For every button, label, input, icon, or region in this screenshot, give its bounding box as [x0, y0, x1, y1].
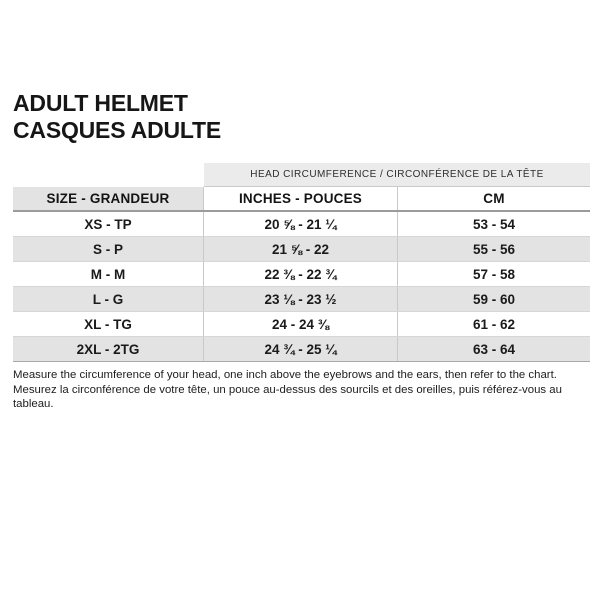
- table-row: [13, 237, 590, 262]
- table-row: [13, 212, 590, 237]
- cm-cell: 55 - 56: [398, 237, 590, 261]
- measurement-instructions: [13, 368, 595, 412]
- column-header-cm: CM: [398, 187, 590, 210]
- table-row: [13, 337, 590, 362]
- measurement-instruction-en: Measure the circumference of your head, one inch above the eyebrows and the ears, then refer to the chart.: [13, 369, 557, 381]
- table-row: [13, 287, 590, 312]
- page-title-en: ADULT HELMET: [13, 90, 188, 116]
- size-cell: M - M: [13, 262, 204, 286]
- page-title-fr: CASQUES ADULTE: [13, 117, 222, 143]
- table-header-row: [13, 187, 590, 212]
- cm-cell: 53 - 54: [398, 212, 590, 236]
- inches-cell: 21 ⅝ - 22: [204, 237, 398, 261]
- page-title: [13, 90, 221, 144]
- cm-cell: 59 - 60: [398, 287, 590, 311]
- column-header-inches: INCHES - POUCES: [204, 187, 398, 210]
- size-cell: 2XL - 2TG: [13, 337, 204, 361]
- size-table: [13, 163, 590, 362]
- size-cell: L - G: [13, 287, 204, 311]
- inches-cell: 24 - 24 ⅜: [204, 312, 398, 336]
- table-row: [13, 312, 590, 337]
- size-cell: S - P: [13, 237, 204, 261]
- inches-cell: 20 ⅝ - 21 ¼: [204, 212, 398, 236]
- cm-cell: 63 - 64: [398, 337, 590, 361]
- table-group-header-row: [13, 163, 590, 187]
- table-row: [13, 262, 590, 287]
- inches-cell: 22 ⅜ - 22 ¾: [204, 262, 398, 286]
- group-header-head-circumference: HEAD CIRCUMFERENCE / CIRCONFÉRENCE DE LA TÊTE: [204, 163, 590, 187]
- cm-cell: 61 - 62: [398, 312, 590, 336]
- measurement-instruction-fr: Mesurez la circonférence de votre tête, un pouce au-dessus des sourcils et des oreilles, puis référez-vous au tableau.: [13, 383, 562, 410]
- size-cell: XL - TG: [13, 312, 204, 336]
- cm-cell: 57 - 58: [398, 262, 590, 286]
- group-header-spacer: [13, 163, 204, 187]
- inches-cell: 23 ⅛ - 23 ½: [204, 287, 398, 311]
- inches-cell: 24 ¾ - 25 ¼: [204, 337, 398, 361]
- size-cell: XS - TP: [13, 212, 204, 236]
- column-header-size: SIZE - GRANDEUR: [13, 187, 204, 210]
